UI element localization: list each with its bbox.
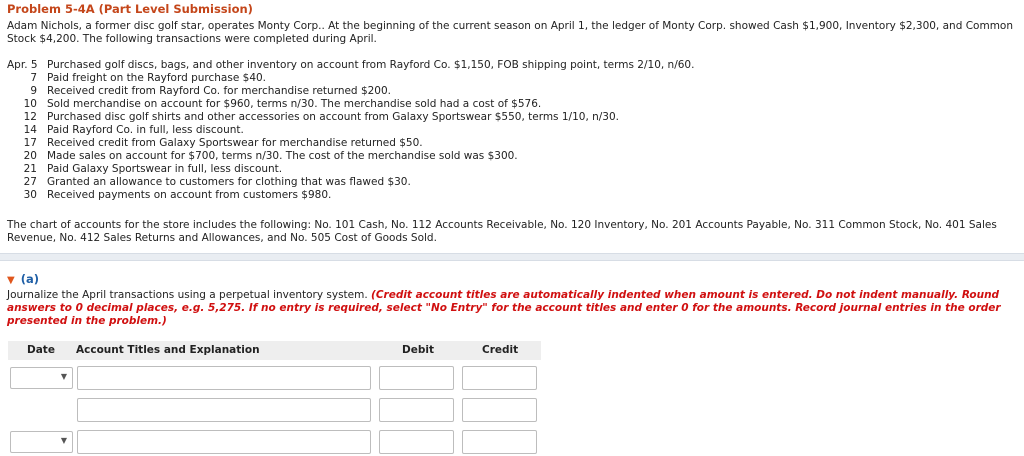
credit-input[interactable] [462, 366, 537, 390]
transaction-row [7, 176, 411, 189]
problem-title: Problem 5-4A (Part Level Submission) [7, 2, 253, 16]
transaction-row [7, 189, 331, 202]
transaction-text: Purchased disc golf shirts and other accessories on account from Galaxy Sportswear $550, terms 1/10, n/30. [47, 111, 620, 123]
journal-table-header [8, 341, 541, 360]
problem-intro: Adam Nichols, a former disc golf star, operates Monty Corp.. At the beginning of the current season on April 1, the ledger of Monty Corp. showed Cash $1,900, Inventory $2,300, and Common Stock $4,200. The following transactions were completed during April. [7, 20, 1013, 45]
transaction-date: 14 [23, 124, 37, 136]
part-label: (a) [20, 272, 39, 286]
transaction-date: 10 [23, 98, 37, 110]
part-a-toggle[interactable] [7, 272, 39, 286]
transaction-text: Sold merchandise on account for $960, terms n/30. The merchandise sold had a cost of $576. [47, 98, 542, 110]
transaction-text: Received payments on account from customers $980. [47, 189, 332, 201]
account-title-input[interactable] [77, 430, 371, 454]
transaction-date: 7 [30, 72, 37, 84]
debit-input[interactable] [379, 366, 454, 390]
account-title-input[interactable] [77, 366, 371, 390]
transaction-row [7, 59, 694, 72]
date-select[interactable] [10, 431, 73, 453]
transaction-date: 12 [23, 111, 37, 123]
transaction-row [7, 111, 619, 124]
transaction-row [7, 72, 266, 85]
chart-of-accounts-text: The chart of accounts for the store includes the following: No. 101 Cash, No. 112 Accounts Receivable, No. 120 Inventory, No. 201 Accounts Payable, No. 311 Common Stock, No. 401 Sales Revenue, No. 412 Sales Returns and Allowances, and No. 505 Cost of Goods Sold. [7, 219, 997, 244]
header-debit: Debit [402, 344, 434, 356]
transaction-row [7, 137, 423, 150]
transaction-date: 9 [30, 85, 37, 97]
transaction-row [7, 85, 391, 98]
credit-input[interactable] [462, 430, 537, 454]
transaction-row [7, 98, 541, 111]
transaction-row [7, 150, 518, 163]
transaction-date: 20 [23, 150, 37, 162]
section-divider [0, 253, 1024, 261]
date-select[interactable] [10, 367, 73, 389]
dropdown-arrow-icon: ▼ [60, 436, 67, 445]
account-title-input[interactable] [77, 398, 371, 422]
transaction-date: 27 [23, 176, 37, 188]
transaction-text: Made sales on account for $700, terms n/30. The cost of the merchandise sold was $300. [47, 150, 518, 162]
debit-input[interactable] [379, 430, 454, 454]
transaction-date: 17 [23, 137, 37, 149]
transaction-date: 30 [23, 189, 37, 201]
header-credit: Credit [482, 344, 519, 356]
transaction-text: Purchased golf discs, bags, and other inventory on account from Rayford Co. $1,150, FOB shipping point, terms 2/10, n/60. [47, 59, 695, 71]
header-date: Date [27, 344, 55, 356]
transaction-text: Received credit from Rayford Co. for merchandise returned $200. [47, 85, 391, 97]
transaction-date: 21 [23, 163, 37, 175]
transaction-text: Granted an allowance to customers for clothing that was flawed $30. [47, 176, 411, 188]
credit-input[interactable] [462, 398, 537, 422]
header-account-titles: Account Titles and Explanation [76, 344, 260, 356]
instruction-warning: (Credit account titles are automatically indented when amount is entered. Do not indent manually. Round answers to 0 decimal places, e.g. 5,275. If no entry is required, select "No Entry" for the account titles and enter 0 for the amounts. Record journal entries in the order presented in the problem.) [7, 289, 1001, 327]
transaction-date: Apr. 5 [7, 59, 38, 71]
transaction-text: Paid freight on the Rayford purchase $40. [47, 72, 267, 84]
transaction-text: Paid Rayford Co. in full, less discount. [47, 124, 244, 136]
transaction-row [7, 163, 282, 176]
debit-input[interactable] [379, 398, 454, 422]
part-instructions [7, 289, 1019, 328]
transaction-row [7, 124, 244, 137]
dropdown-arrow-icon: ▼ [60, 372, 67, 381]
triangle-down-icon: ▼ [7, 275, 15, 286]
transaction-text: Received credit from Galaxy Sportswear for merchandise returned $50. [47, 137, 423, 149]
instruction-text: Journalize the April transactions using a perpetual inventory system. [7, 289, 372, 301]
transaction-text: Paid Galaxy Sportswear in full, less discount. [47, 163, 283, 175]
